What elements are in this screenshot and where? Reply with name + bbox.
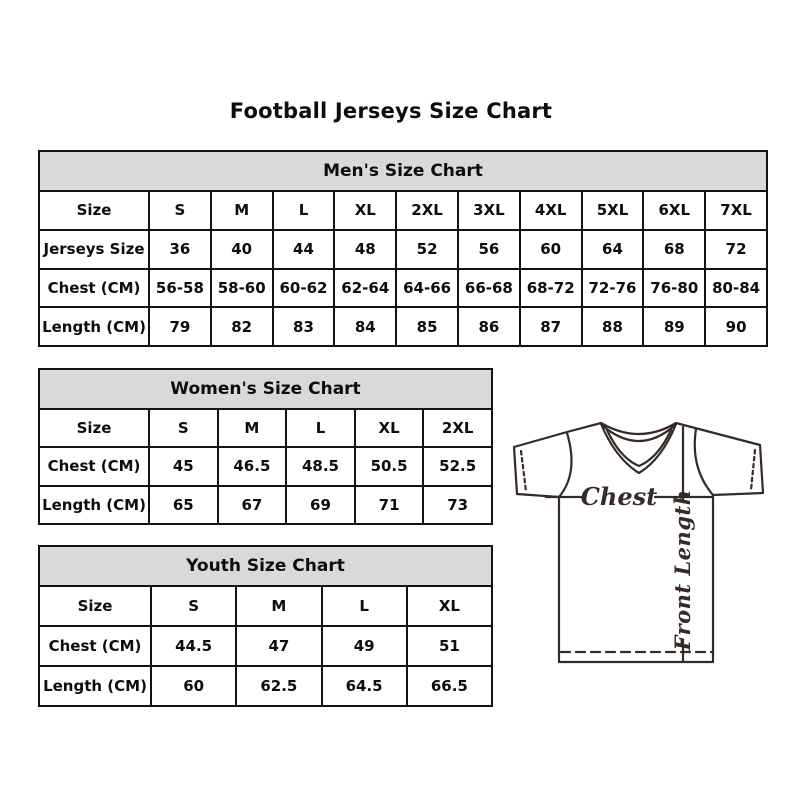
table-cell: 45 bbox=[149, 447, 218, 485]
table-row bbox=[39, 230, 767, 269]
table-cell: 44.5 bbox=[151, 626, 236, 666]
table-cell: 48.5 bbox=[286, 447, 355, 485]
jersey-outline bbox=[514, 423, 763, 662]
row-label: Size bbox=[39, 191, 149, 230]
table-cell: 87 bbox=[520, 307, 582, 346]
table-cell: XL bbox=[407, 586, 492, 626]
table-cell: L bbox=[286, 409, 355, 447]
table-cell: 86 bbox=[458, 307, 520, 346]
table-row bbox=[39, 586, 492, 626]
table-cell: M bbox=[236, 586, 321, 626]
table-cell: 6XL bbox=[643, 191, 705, 230]
table-cell: 64-66 bbox=[396, 269, 458, 308]
row-label: Chest (CM) bbox=[39, 269, 149, 308]
table-cell: 66.5 bbox=[407, 666, 492, 706]
table-cell: 88 bbox=[582, 307, 644, 346]
table-cell: M bbox=[211, 191, 273, 230]
table-cell: S bbox=[151, 586, 236, 626]
table-cell: M bbox=[218, 409, 287, 447]
table-cell: 84 bbox=[334, 307, 396, 346]
table-row bbox=[39, 191, 767, 230]
table-cell: 64.5 bbox=[322, 666, 407, 706]
table-cell: 4XL bbox=[520, 191, 582, 230]
table-cell: 72 bbox=[705, 230, 767, 269]
table-row bbox=[39, 486, 492, 524]
table-cell: 69 bbox=[286, 486, 355, 524]
table-cell: 90 bbox=[705, 307, 767, 346]
table-cell: S bbox=[149, 409, 218, 447]
table-cell: 67 bbox=[218, 486, 287, 524]
table-cell: 48 bbox=[334, 230, 396, 269]
table-cell: 62-64 bbox=[334, 269, 396, 308]
table-section-title: Men's Size Chart bbox=[39, 151, 767, 191]
table-cell: 3XL bbox=[458, 191, 520, 230]
table-cell: 68 bbox=[643, 230, 705, 269]
table-cell: 56 bbox=[458, 230, 520, 269]
row-label: Size bbox=[39, 409, 149, 447]
table-cell: 71 bbox=[355, 486, 424, 524]
table-row bbox=[39, 307, 767, 346]
table-cell: 60 bbox=[520, 230, 582, 269]
table-cell: 2XL bbox=[396, 191, 458, 230]
table-cell: 44 bbox=[273, 230, 335, 269]
table-cell: 66-68 bbox=[458, 269, 520, 308]
table-cell: L bbox=[273, 191, 335, 230]
table-cell: 60 bbox=[151, 666, 236, 706]
womens-size-table bbox=[38, 368, 493, 525]
row-label: Length (CM) bbox=[39, 486, 149, 524]
table-cell: 58-60 bbox=[211, 269, 273, 308]
table-cell: 65 bbox=[149, 486, 218, 524]
table-cell: 60-62 bbox=[273, 269, 335, 308]
table-row bbox=[39, 409, 492, 447]
table-cell: 52.5 bbox=[423, 447, 492, 485]
table-row bbox=[39, 666, 492, 706]
table-row bbox=[39, 447, 492, 485]
row-label: Chest (CM) bbox=[39, 447, 149, 485]
row-label: Jerseys Size bbox=[39, 230, 149, 269]
table-section-title: Youth Size Chart bbox=[39, 546, 492, 586]
table-cell: 40 bbox=[211, 230, 273, 269]
table-cell: XL bbox=[334, 191, 396, 230]
table-cell: 85 bbox=[396, 307, 458, 346]
table-section-title: Women's Size Chart bbox=[39, 369, 492, 409]
table-cell: 50.5 bbox=[355, 447, 424, 485]
row-label: Length (CM) bbox=[39, 666, 151, 706]
table-cell: 72-76 bbox=[582, 269, 644, 308]
table-cell: 62.5 bbox=[236, 666, 321, 706]
table-cell: 49 bbox=[322, 626, 407, 666]
table-cell: 47 bbox=[236, 626, 321, 666]
table-cell: 7XL bbox=[705, 191, 767, 230]
youth-size-table bbox=[38, 545, 493, 707]
table-cell: 36 bbox=[149, 230, 211, 269]
row-label: Size bbox=[39, 586, 151, 626]
table-row bbox=[39, 269, 767, 308]
table-cell: 64 bbox=[582, 230, 644, 269]
jersey-measurement-diagram bbox=[505, 415, 770, 670]
table-cell: 83 bbox=[273, 307, 335, 346]
mens-size-table bbox=[38, 150, 768, 347]
table-cell: 56-58 bbox=[149, 269, 211, 308]
table-cell: S bbox=[149, 191, 211, 230]
table-cell: 2XL bbox=[423, 409, 492, 447]
table-cell: 51 bbox=[407, 626, 492, 666]
table-row bbox=[39, 626, 492, 666]
page-title: Football Jerseys Size Chart bbox=[229, 99, 553, 123]
table-cell: 52 bbox=[396, 230, 458, 269]
table-cell: 68-72 bbox=[520, 269, 582, 308]
chest-measure-label: Chest bbox=[580, 482, 658, 511]
table-cell: L bbox=[322, 586, 407, 626]
table-cell: 73 bbox=[423, 486, 492, 524]
row-label: Length (CM) bbox=[39, 307, 149, 346]
table-cell: 79 bbox=[149, 307, 211, 346]
table-cell: XL bbox=[355, 409, 424, 447]
table-cell: 76-80 bbox=[643, 269, 705, 308]
table-cell: 5XL bbox=[582, 191, 644, 230]
table-cell: 89 bbox=[643, 307, 705, 346]
table-cell: 82 bbox=[211, 307, 273, 346]
front-length-measure-label: Front Length bbox=[670, 489, 695, 651]
table-cell: 46.5 bbox=[218, 447, 287, 485]
table-cell: 80-84 bbox=[705, 269, 767, 308]
row-label: Chest (CM) bbox=[39, 626, 151, 666]
